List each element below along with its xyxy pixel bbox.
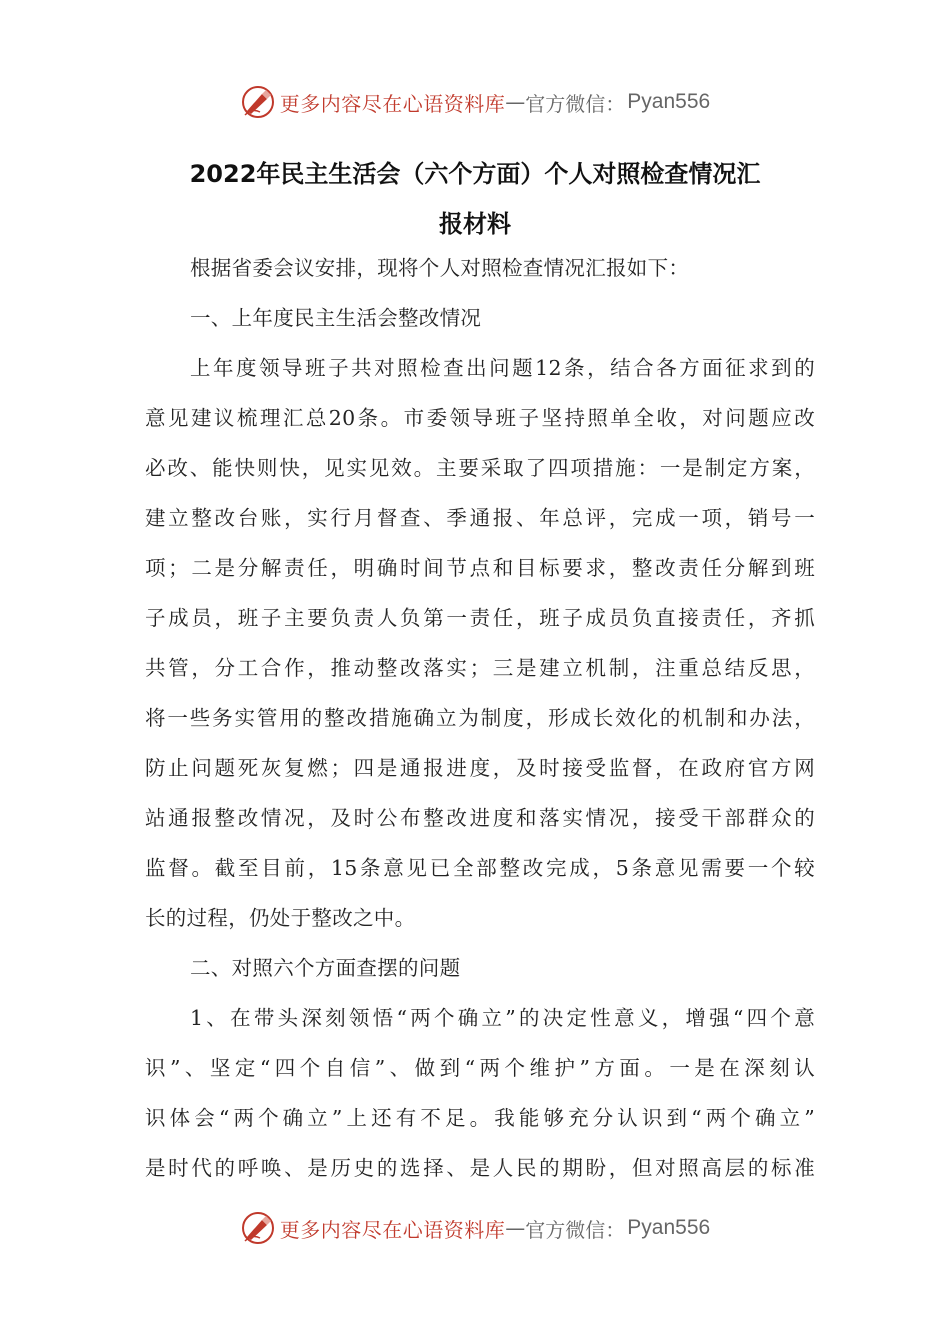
- banner-text: 更多内容尽在心语资料库: [279, 91, 506, 116]
- pen-nib-logo-icon: [240, 1210, 276, 1246]
- paragraph-line: 站通报整改情况，及时公布整改进度和落实情况，接受干部群众的: [145, 806, 815, 830]
- pen-nib-logo-icon: [240, 84, 276, 120]
- paragraph-line: 长的过程，仍处于整改之中。: [145, 906, 416, 930]
- paragraph-line: 是时代的呼唤、是历史的选择、是人民的期盼，但对照高层的标准: [145, 1156, 815, 1180]
- banner-separator: —: [505, 1216, 526, 1240]
- paragraph-line: 子成员，班子主要负责人负第一责任，班子成员负直接责任，齐抓: [145, 606, 815, 630]
- banner-wechat-handle: Pyan556: [627, 1216, 711, 1239]
- paragraph-line: 将一些务实管用的整改措施确立为制度，形成长效化的机制和办法，: [145, 706, 815, 730]
- paragraph-line: 共管，分工合作，推动整改落实；三是建立机制，注重总结反思，: [145, 656, 815, 680]
- paragraph-line: 识”、坚定“四个自信”、做到“两个维护”方面。一是在深刻认: [145, 1056, 815, 1080]
- paragraph-line: 监督。截至目前，15条意见已全部整改完成，5条意见需要一个较: [145, 856, 815, 880]
- banner-wechat-handle: Pyan556: [627, 90, 711, 113]
- paragraph-line: 上年度领导班子共对照检查出问题12条，结合各方面征求到的: [190, 356, 815, 380]
- banner-contact-label: 官方微信：: [525, 91, 626, 116]
- paragraph-line: 防止问题死灰复燃；四是通报进度，及时接受监督，在政府官方网: [145, 756, 815, 780]
- footer-watermark-banner: [0, 1206, 950, 1250]
- header-watermark-banner: [0, 80, 950, 124]
- banner-separator: —: [505, 90, 526, 114]
- paragraph-line: 识体会“两个确立”上还有不足。我能够充分认识到“两个确立”: [145, 1106, 815, 1130]
- paragraph-line: 项；二是分解责任，明确时间节点和目标要求，整改责任分解到班: [145, 556, 815, 580]
- document-title-line-1: 2022年民主生活会（六个方面）个人对照检查情况汇: [189, 160, 761, 188]
- section-heading: 二、对照六个方面查摆的问题: [190, 956, 461, 980]
- paragraph-line: 建立整改台账，实行月督查、季通报、年总评，完成一项，销号一: [145, 506, 815, 530]
- banner-contact-label: 官方微信：: [525, 1217, 626, 1242]
- document-title-line-2: 报材料: [439, 210, 511, 238]
- paragraph-line: 必改、能快则快，见实见效。主要采取了四项措施：一是制定方案，: [145, 456, 815, 480]
- paragraph-line: 1、在带头深刻领悟“两个确立”的决定性意义，增强“四个意: [190, 1006, 815, 1030]
- section-heading: 一、上年度民主生活会整改情况: [190, 306, 482, 330]
- banner-text: 更多内容尽在心语资料库: [279, 1217, 506, 1242]
- paragraph-line: 根据省委会议安排，现将个人对照检查情况汇报如下：: [190, 256, 690, 280]
- paragraph-line: 意见建议梳理汇总20条。市委领导班子坚持照单全收，对问题应改: [145, 406, 815, 430]
